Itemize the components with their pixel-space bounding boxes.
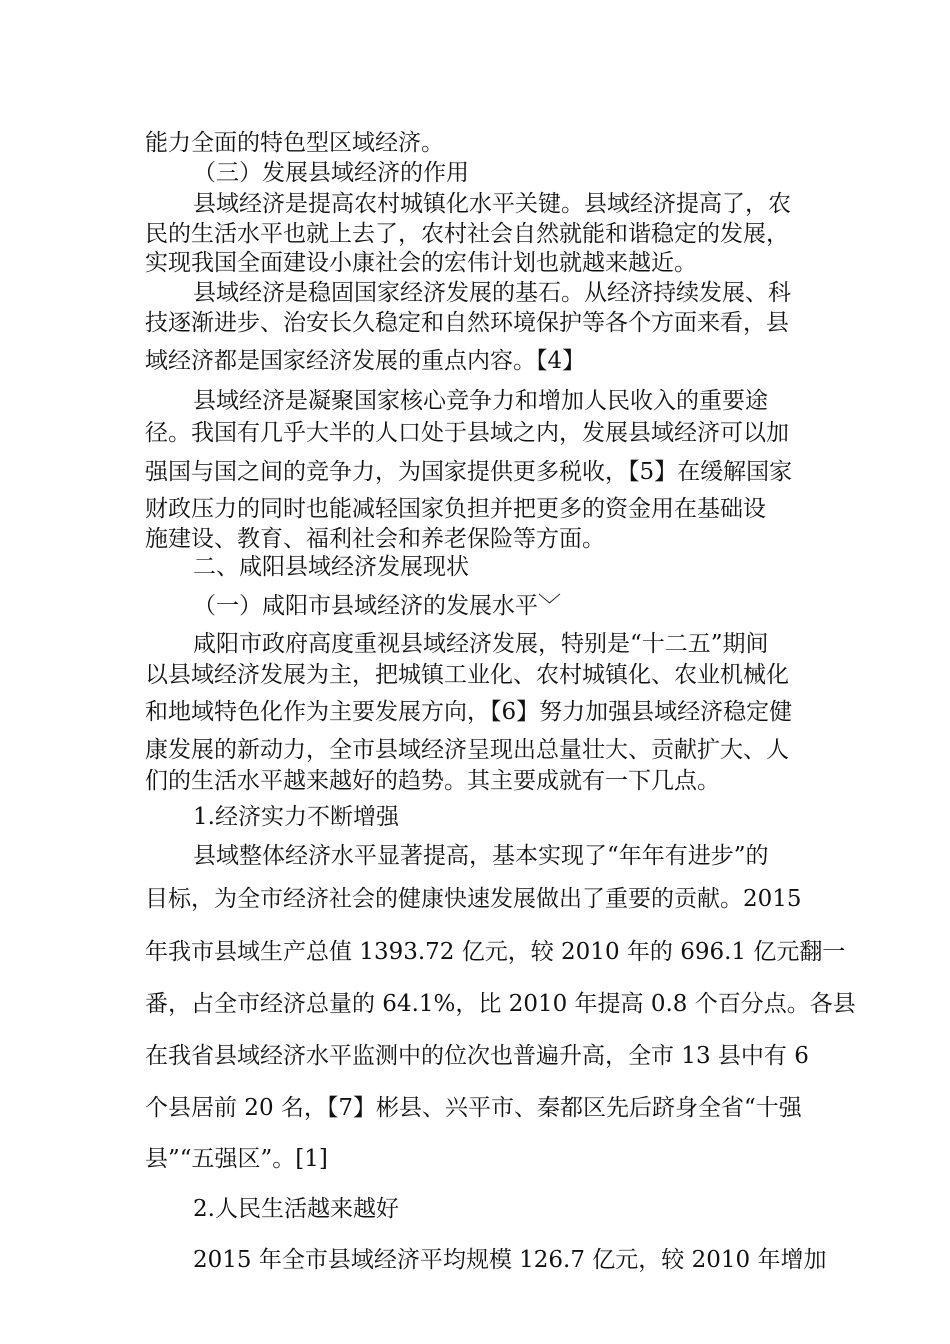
paragraph-line: 域经济都是国家经济发展的重点内容。【4】 bbox=[145, 348, 586, 374]
paragraph-line: 施建设、教育、福利社会和养老保险等方面。 bbox=[145, 526, 605, 552]
subsection-heading: 1.经济实力不断增强 bbox=[193, 804, 399, 830]
paragraph-line: 在我省县域经济水平监测中的位次也普遍升高，全市 13 县中有 6 bbox=[145, 1043, 809, 1069]
paragraph-line: 县域经济是提高农村城镇化水平关键。县域经济提高了，农 bbox=[193, 191, 791, 217]
paragraph-line: 技逐渐进步、治安长久稳定和自然环境保护等各个方面来看，县 bbox=[145, 310, 789, 336]
subsection-heading: （一）咸阳市县域经济的发展水平﹀ bbox=[193, 593, 561, 619]
paragraph-line: 县域经济是稳固国家经济发展的基石。从经济持续发展、科 bbox=[193, 280, 791, 306]
subsection-heading: 2.人民生活越来越好 bbox=[193, 1196, 399, 1222]
paragraph-line: 县域经济是凝聚国家核心竞争力和增加人民收入的重要途 bbox=[193, 388, 768, 414]
paragraph-line: 咸阳市政府高度重视县域经济发展，特别是“十二五”期间 bbox=[193, 631, 769, 657]
paragraph-line: 个县居前 20 名，【7】彬县、兴平市、秦都区先后跻身全省“十强 bbox=[145, 1095, 802, 1121]
paragraph-line: 年我市县域生产总值 1393.72 亿元，较 2010 年的 696.1 亿元翻一 bbox=[145, 939, 846, 965]
section-heading: （三）发展县域经济的作用 bbox=[193, 160, 469, 186]
paragraph-line: 民的生活水平也就上去了，农村社会自然就能和谐稳定的发展， bbox=[145, 221, 789, 247]
paragraph-line: 能力全面的特色型区域经济。 bbox=[145, 130, 444, 156]
paragraph-line: 和地域特色化作为主要发展方向，【6】努力加强县域经济稳定健 bbox=[145, 699, 793, 725]
paragraph-line: 财政压力的同时也能减轻国家负担并把更多的资金用在基础设 bbox=[145, 496, 766, 522]
paragraph-line: 县”“五强区”。[1] bbox=[145, 1146, 328, 1172]
paragraph-line: 以县域经济发展为主，把城镇工业化、农村城镇化、农业机械化 bbox=[145, 662, 789, 688]
paragraph-line: 县域整体经济水平显著提高，基本实现了“年年有进步”的 bbox=[193, 843, 769, 869]
paragraph-line: 康发展的新动力，全市县域经济呈现出总量壮大、贡献扩大、人 bbox=[145, 737, 789, 763]
paragraph-line: 们的生活水平越来越好的趋势。其主要成就有一下几点。 bbox=[145, 768, 720, 794]
paragraph-line: 目标，为全市经济社会的健康快速发展做出了重要的贡献。2015 bbox=[145, 886, 802, 912]
paragraph-line: 强国与国之间的竞争力，为国家提供更多税收，【5】在缓解国家 bbox=[145, 459, 793, 485]
paragraph-line: 番，占全市经济总量的 64.1%，比 2010 年提高 0.8 个百分点。各县 bbox=[145, 991, 856, 1017]
paragraph-line: 2015 年全市县域经济平均规模 126.7 亿元，较 2010 年增加 bbox=[193, 1247, 827, 1273]
paragraph-line: 径。我国有几乎大半的人口处于县域之内，发展县域经济可以加 bbox=[145, 420, 789, 446]
paragraph-line: 实现我国全面建设小康社会的宏伟计划也就越来越近。 bbox=[145, 250, 697, 276]
section-heading: 二、咸阳县域经济发展现状 bbox=[193, 554, 469, 580]
